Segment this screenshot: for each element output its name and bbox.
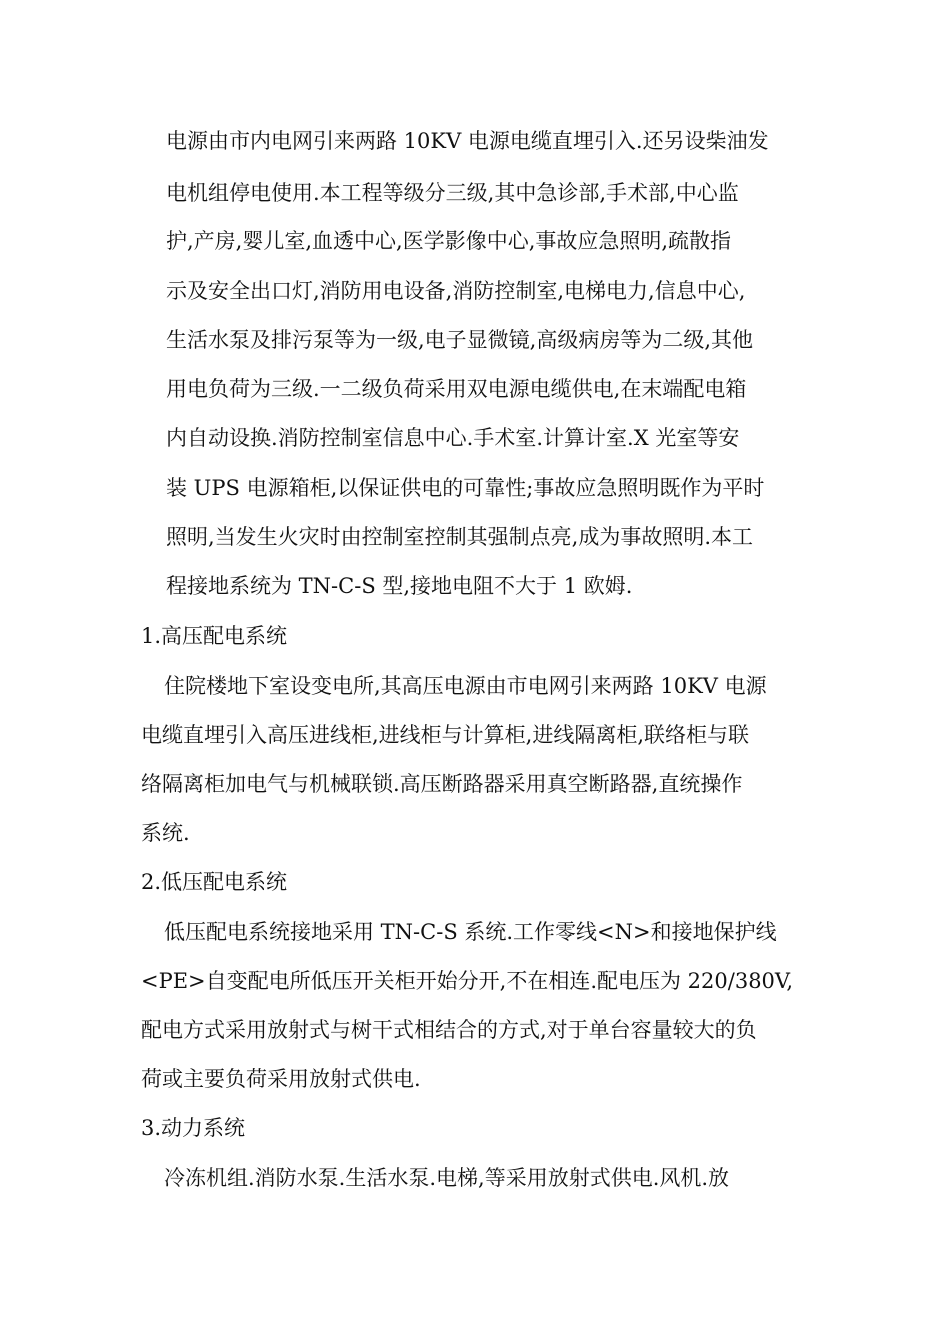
intro-line: 内自动设换.消防控制室信息中心.手术室.计算计室.X 光室等安	[166, 426, 740, 450]
section2-line: 低压配电系统接地采用 TN-C-S 系统.工作零线<N>和接地保护线	[164, 920, 777, 944]
intro-line: 生活水泵及排污泵等为一级,电子显微镜,高级病房等为二级,其他	[166, 328, 754, 352]
section2-line: <PE>自变配电所低压开关柜开始分开,不在相连.配电压为 220/380V,	[141, 969, 794, 993]
section2-line: 荷或主要负荷采用放射式供电.	[141, 1067, 421, 1091]
intro-line: 照明,当发生火灾时由控制室控制其强制点亮,成为事故照明.本工	[166, 525, 754, 549]
intro-line: 程接地系统为 TN-C-S 型,接地电阻不大于 1 欧姆.	[166, 574, 633, 598]
intro-line: 示及安全出口灯,消防用电设备,消防控制室,电梯电力,信息中心,	[166, 279, 746, 303]
section-heading-power-system: 3.动力系统	[141, 1116, 246, 1140]
section1-line: 电缆直埋引入高压进线柜,进线柜与计算柜,进线隔离柜,联络柜与联	[141, 723, 750, 747]
section1-line: 络隔离柜加电气与机械联锁.高压断路器采用真空断路器,直统操作	[141, 772, 743, 796]
intro-line: 装 UPS 电源箱柜,以保证供电的可靠性;事故应急照明既作为平时	[166, 476, 765, 500]
intro-line: 用电负荷为三级.一二级负荷采用双电源电缆供电,在末端配电箱	[166, 377, 747, 401]
section-heading-low-voltage: 2.低压配电系统	[141, 870, 288, 894]
section3-line: 冷冻机组.消防水泵.生活水泵.电梯,等采用放射式供电.风机.放	[164, 1166, 730, 1190]
intro-line: 护,产房,婴儿室,血透中心,医学影像中心,事故应急照明,疏散指	[166, 229, 732, 253]
section1-line: 系统.	[141, 821, 190, 845]
section1-line: 住院楼地下室设变电所,其高压电源由市电网引来两路 10KV 电源	[164, 674, 767, 698]
intro-line: 电机组停电使用.本工程等级分三级,其中急诊部,手术部,中心监	[166, 181, 739, 205]
section-heading-high-voltage: 1.高压配电系统	[141, 624, 288, 648]
section2-line: 配电方式采用放射式与树干式相结合的方式,对于单台容量较大的负	[141, 1018, 757, 1042]
intro-line: 电源由市内电网引来两路 10KV 电源电缆直埋引入.还另设柴油发	[166, 129, 769, 153]
